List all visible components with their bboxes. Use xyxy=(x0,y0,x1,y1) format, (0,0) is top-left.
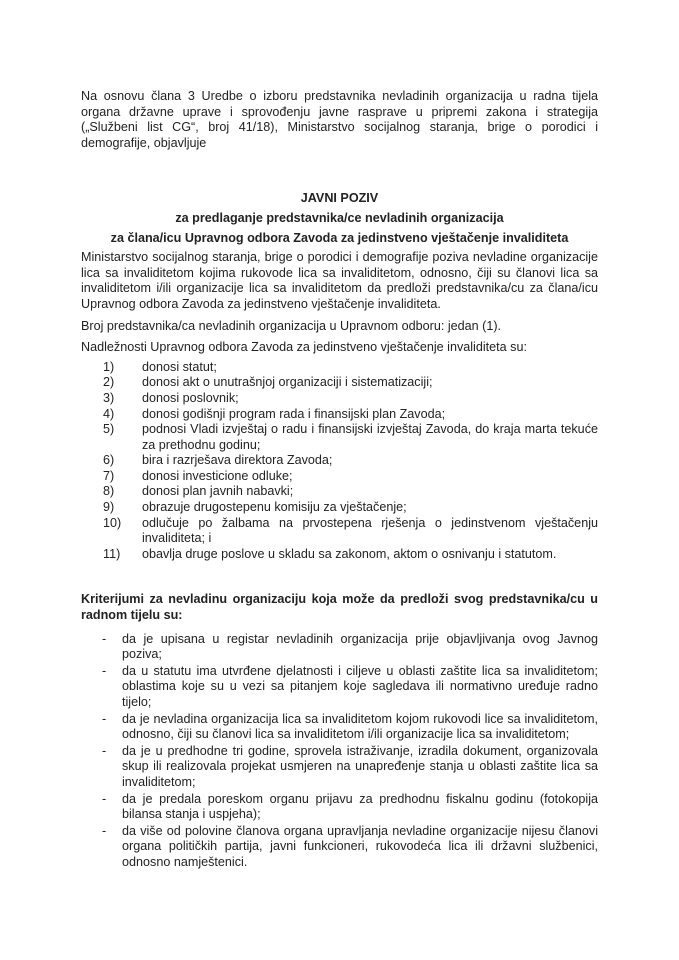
item-text: da je upisana u registar nevladinih organizacija prije objavljivanja ovog Javnog poziva; xyxy=(122,631,598,662)
bullet-dash: - xyxy=(102,631,107,646)
list-item xyxy=(81,391,598,407)
item-text: donosi statut; xyxy=(142,359,217,374)
bullet-dash: - xyxy=(102,711,107,726)
list-item xyxy=(81,664,598,711)
bullet-dash: - xyxy=(102,823,107,838)
list-item xyxy=(81,453,598,469)
item-text: obavlja druge poslove u skladu sa zakonom, aktom o osnivanju i statutom. xyxy=(142,546,557,561)
list-item xyxy=(81,500,598,516)
item-text: odlučuje po žalbama na prvostepena rješenja o jedinstvenom vještačenju invaliditeta; i xyxy=(142,515,598,546)
criteria-heading: Kriterijumi za nevladinu organizaciju koja može da predloži svog predstavnika/cu u radnom tijelu su: xyxy=(81,592,598,623)
list-item xyxy=(81,792,598,823)
competencies-list xyxy=(81,360,598,563)
item-text: da je predala poreskom organu prijavu za predhodnu fiskalnu godinu (fotokopija bilansa stanja i uspjeha); xyxy=(122,791,598,822)
list-item xyxy=(81,712,598,743)
document-subtitle: za predlaganje predstavnika/ce nevladinih organizacija xyxy=(175,210,504,225)
item-number: 2) xyxy=(103,375,115,390)
list-item xyxy=(81,375,598,391)
intro-paragraph: Na osnovu člana 3 Uredbe o izboru predstavnika nevladinih organizacija u radna tijela organa državne uprave i sprovođenju javne rasprave u pripremi zakona i strategija („Službeni list CG“, broj 41/18), Ministarstvo socijalnog staranja, brige o porodici i demografije, objavljuje xyxy=(81,89,598,150)
body-paragraph: Ministarstvo socijalnog staranja, brige o porodici i demografije poziva nevladine organizacije lica sa invaliditetom kojima rukovode lica sa invaliditetom, odnosno, čiji su članovi lica sa invaliditetom i/ili organizacije lica sa invaliditetom da predloži predstavnika/cu za člana/icu Upravnog odbora Zavoda za jedinstveno vještačenje invaliditeta. xyxy=(81,250,598,311)
item-number: 11) xyxy=(103,546,121,561)
item-number: 9) xyxy=(103,500,115,515)
competencies-intro: Nadležnosti Upravnog odbora Zavoda za jedinstveno vještačenje invaliditeta su: xyxy=(81,340,527,355)
document-title: JAVNI POZIV xyxy=(300,191,379,206)
item-number: 1) xyxy=(103,359,115,374)
list-item xyxy=(81,744,598,791)
criteria-list xyxy=(81,632,598,871)
item-text: da je nevladina organizacija lica sa invaliditetom kojom rukovodi lice sa invaliditetom, odnosno, čiji su članovi lica sa invaliditetom i/ili organizacije lica sa invaliditetom; xyxy=(122,711,598,742)
document-subtitle: za člana/icu Upravnog odbora Zavoda za jedinstveno vještačenje invaliditeta xyxy=(110,230,569,245)
item-text: da više od polovine članova organa upravljanja nevladine organizacije nijesu članovi organa političkih partija, javni funkcioneri, rukovodeća lica ili državni službenici, odnosno namještenici. xyxy=(122,823,598,869)
list-item xyxy=(81,516,598,547)
list-item xyxy=(81,547,598,563)
item-text: donosi akt o unutrašnjoj organizaciji i sistematizaciji; xyxy=(142,375,433,390)
representative-count: Broj predstavnika/ca nevladinih organizacija u Upravnom odboru: jedan (1). xyxy=(81,318,502,333)
item-text: bira i razrješava direktora Zavoda; xyxy=(142,453,333,468)
item-text: da je u predhodne tri godine, sprovela istraživanje, izradila dokument, organizovala skup ili realizovala projekat usmjeren na unapređenje stanja u oblasti zaštite lica sa invaliditetom; xyxy=(122,743,598,789)
list-item xyxy=(81,632,598,663)
bullet-dash: - xyxy=(102,663,107,678)
bullet-dash: - xyxy=(102,791,107,806)
list-item xyxy=(81,360,598,376)
list-item xyxy=(81,422,598,453)
item-text: donosi poslovnik; xyxy=(142,390,239,405)
item-text: donosi godišnji program rada i finansijski plan Zavoda; xyxy=(142,406,446,421)
item-number: 3) xyxy=(103,390,115,405)
item-number: 4) xyxy=(103,406,115,421)
item-number: 8) xyxy=(103,484,115,499)
list-item xyxy=(81,469,598,485)
list-item xyxy=(81,824,598,871)
item-number: 6) xyxy=(103,453,115,468)
item-text: donosi investicione odluke; xyxy=(142,468,293,483)
bullet-dash: - xyxy=(102,743,107,758)
item-text: podnosi Vladi izvještaj o radu i finansijski izvještaj Zavoda, do kraja marta tekuće za prethodnu godinu; xyxy=(142,422,598,452)
item-number: 10) xyxy=(103,515,122,530)
list-item xyxy=(81,407,598,423)
item-text: da u statutu ima utvrđene djelatnosti i ciljeve u oblasti zaštite lica sa invaliditetom; oblastima koje su u vezi sa pitanjem koje sagledava ili normativno uređuje radno tijelo; xyxy=(122,663,598,709)
item-number: 7) xyxy=(103,468,115,483)
item-text: donosi plan javnih nabavki; xyxy=(142,484,294,499)
item-text: obrazuje drugostepenu komisiju za vještačenje; xyxy=(142,500,407,515)
document-page xyxy=(81,89,598,872)
item-number: 5) xyxy=(103,422,115,437)
list-item xyxy=(81,484,598,500)
